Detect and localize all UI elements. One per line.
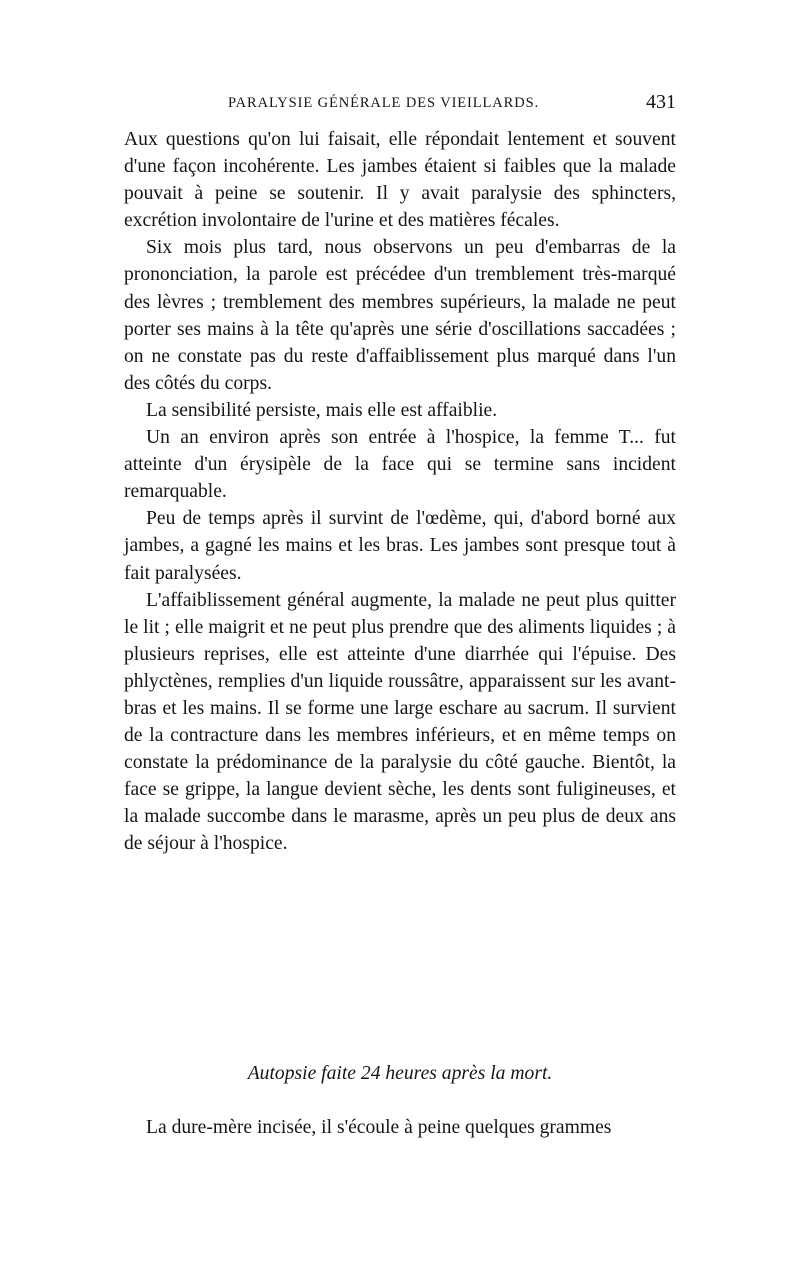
autopsy-heading: Autopsie faite 24 heures après la mort. xyxy=(247,1063,553,1084)
paragraph-oedeme: Peu de temps après il survint de l'œdème, qui, d'abord borné aux jambes, a gagné les mains et les bras. Les jambes sont presque tout à fait paralysées. xyxy=(124,508,676,584)
running-header xyxy=(124,93,680,113)
paragraph-questions: Aux questions qu'on lui faisait, elle répondait lentement et souvent d'une façon incohérente. Les jambes étaient si faibles que la malade pouvait à peine se soutenir. Il y avait paralysie des sphincters, excrétion involontaire de l'urine et des matières fécales. xyxy=(124,129,676,232)
paragraph-sensibilite: La sensibilité persiste, mais elle est affaiblie. xyxy=(146,399,498,421)
paragraph-affaiblissement: L'affaiblissement général augmente, la malade ne peut plus quitter le lit ; elle maigrit et ne peut plus prendre que des aliments liquides ; à plusieurs reprises, elle est atteinte d'une diarrhée qui l'épuise. Des phlyctènes, remplies d'un liquide roussâtre, apparaissent sur les avant-bras et les mains. Il se forme une large eschare au sacrum. Il survient de la contracture dans les membres inférieurs, et en même temps on constate la prédominance de la paralysie du côté gauche. Bientôt, la face se grippe, la langue devient sèche, les dents sont fuligineuses, et la malade succombe dans le marasme, après un peu plus de deux ans de séjour à l'hospice. xyxy=(124,589,676,855)
running-title: PARALYSIE GÉNÉRALE DES VIEILLARDS. xyxy=(228,95,540,111)
continuation-line: La dure-mère incisée, il s'écoule à peine quelques grammes xyxy=(146,1117,612,1138)
page-number: 431 xyxy=(646,91,676,113)
paragraph-un-an: Un an environ après son entrée à l'hospice, la femme T... fut atteinte d'un érysipèle de la face qui se termine sans incident remarquable. xyxy=(124,427,676,503)
paragraph-six-mois: Six mois plus tard, nous observons un peu d'embarras de la prononciation, la parole est précédee d'un tremblement très-marqué des lèvres ; tremblement des membres supérieurs, la malade ne peut porter ses mains à la tête qu'après une série d'oscillations saccadées ; on ne constate pas du reste d'affaiblissement plus marqué dans l'un des côtés du corps. xyxy=(124,237,676,394)
body-text xyxy=(124,126,676,858)
